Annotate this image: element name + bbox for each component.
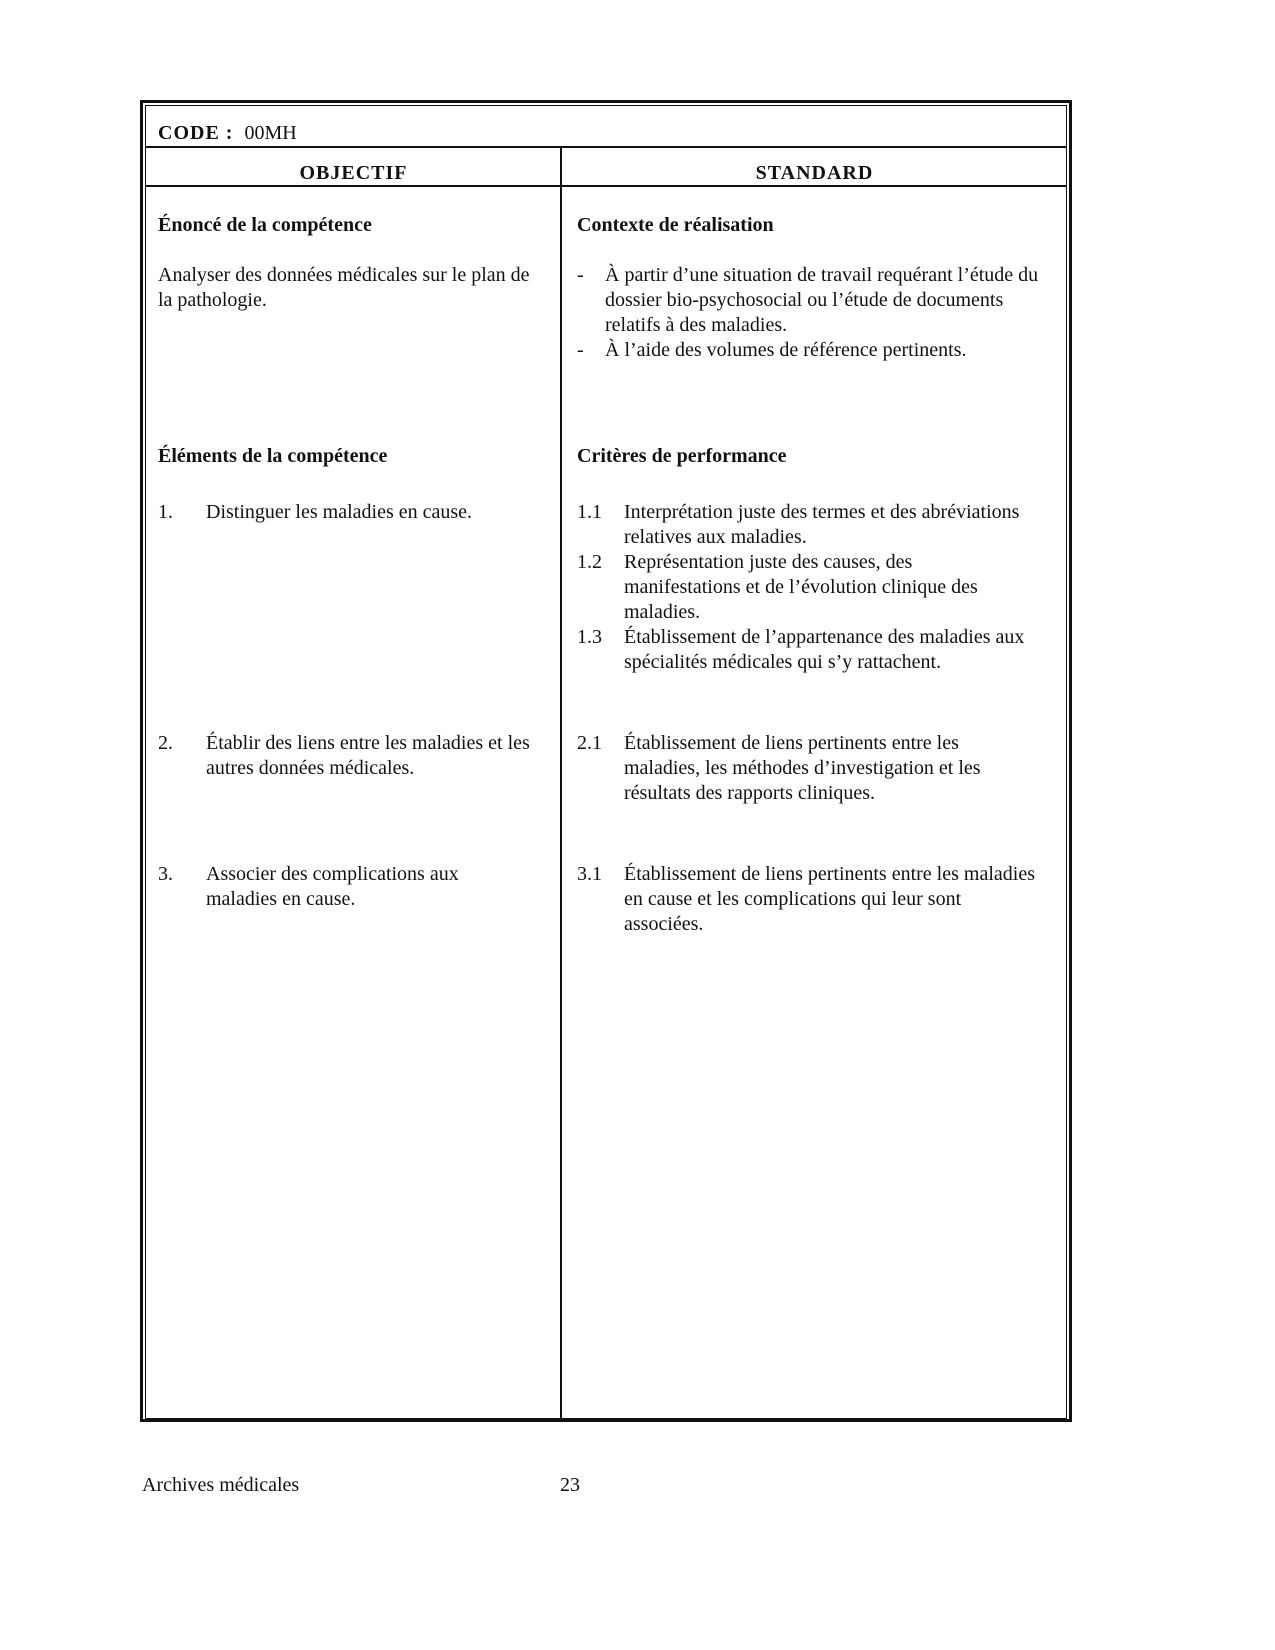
enonce-title: Énoncé de la compétence — [158, 214, 372, 236]
element-number: 3. — [158, 863, 173, 885]
contexte-text: À l’aide des volumes de référence pertinents. — [605, 339, 967, 361]
critere-number: 2.1 — [577, 732, 602, 754]
contexte-text: À partir d’une situation de travail requérant l’étude du dossier bio-psychosocial ou l’étude de documents relatifs à des maladies. — [605, 264, 1039, 336]
header-standard: STANDARD — [755, 162, 874, 184]
critere-text: Établissement de liens pertinents entre les maladies, les méthodes d’investigation et les résultats des rapports cliniques. — [624, 732, 981, 804]
footer-title: Archives médicales — [142, 1474, 300, 1496]
critere-number: 1.3 — [577, 626, 602, 648]
divider — [145, 146, 1067, 148]
critere-number: 3.1 — [577, 863, 602, 885]
code-value: 00MH — [244, 122, 297, 144]
critere-number: 1.2 — [577, 551, 602, 573]
element-number: 1. — [158, 501, 173, 523]
code-row — [158, 121, 297, 146]
critere-text: Interprétation juste des termes et des abréviations relatives aux maladies. — [624, 501, 1020, 548]
element-text: Établir des liens entre les maladies et les autres données médicales. — [206, 732, 530, 779]
element-text: Associer des complications aux maladies en cause. — [206, 863, 459, 910]
critere-text: Établissement de l’appartenance des maladies aux spécialités médicales qui s’y rattachent. — [624, 626, 1025, 673]
element-text: Distinguer les maladies en cause. — [206, 501, 473, 523]
critere-text: Représentation juste des causes, des manifestations et de l’évolution clinique des maladies. — [624, 551, 978, 623]
bullet: - — [577, 339, 584, 361]
bullet: - — [577, 264, 584, 286]
page-number: 23 — [560, 1474, 580, 1496]
column-divider — [560, 146, 562, 1418]
elements-title: Éléments de la compétence — [158, 445, 388, 467]
critere-number: 1.1 — [577, 501, 602, 523]
contexte-title: Contexte de réalisation — [577, 214, 774, 236]
element-number: 2. — [158, 732, 173, 754]
enonce-text: Analyser des données médicales sur le plan de la pathologie. — [158, 264, 530, 311]
header-objectif: OBJECTIF — [299, 162, 408, 184]
code-label: CODE : — [158, 122, 234, 144]
criteres-title: Critères de performance — [577, 445, 787, 467]
critere-text: Établissement de liens pertinents entre les maladies en cause et les complications qui leur sont associées. — [624, 863, 1035, 935]
